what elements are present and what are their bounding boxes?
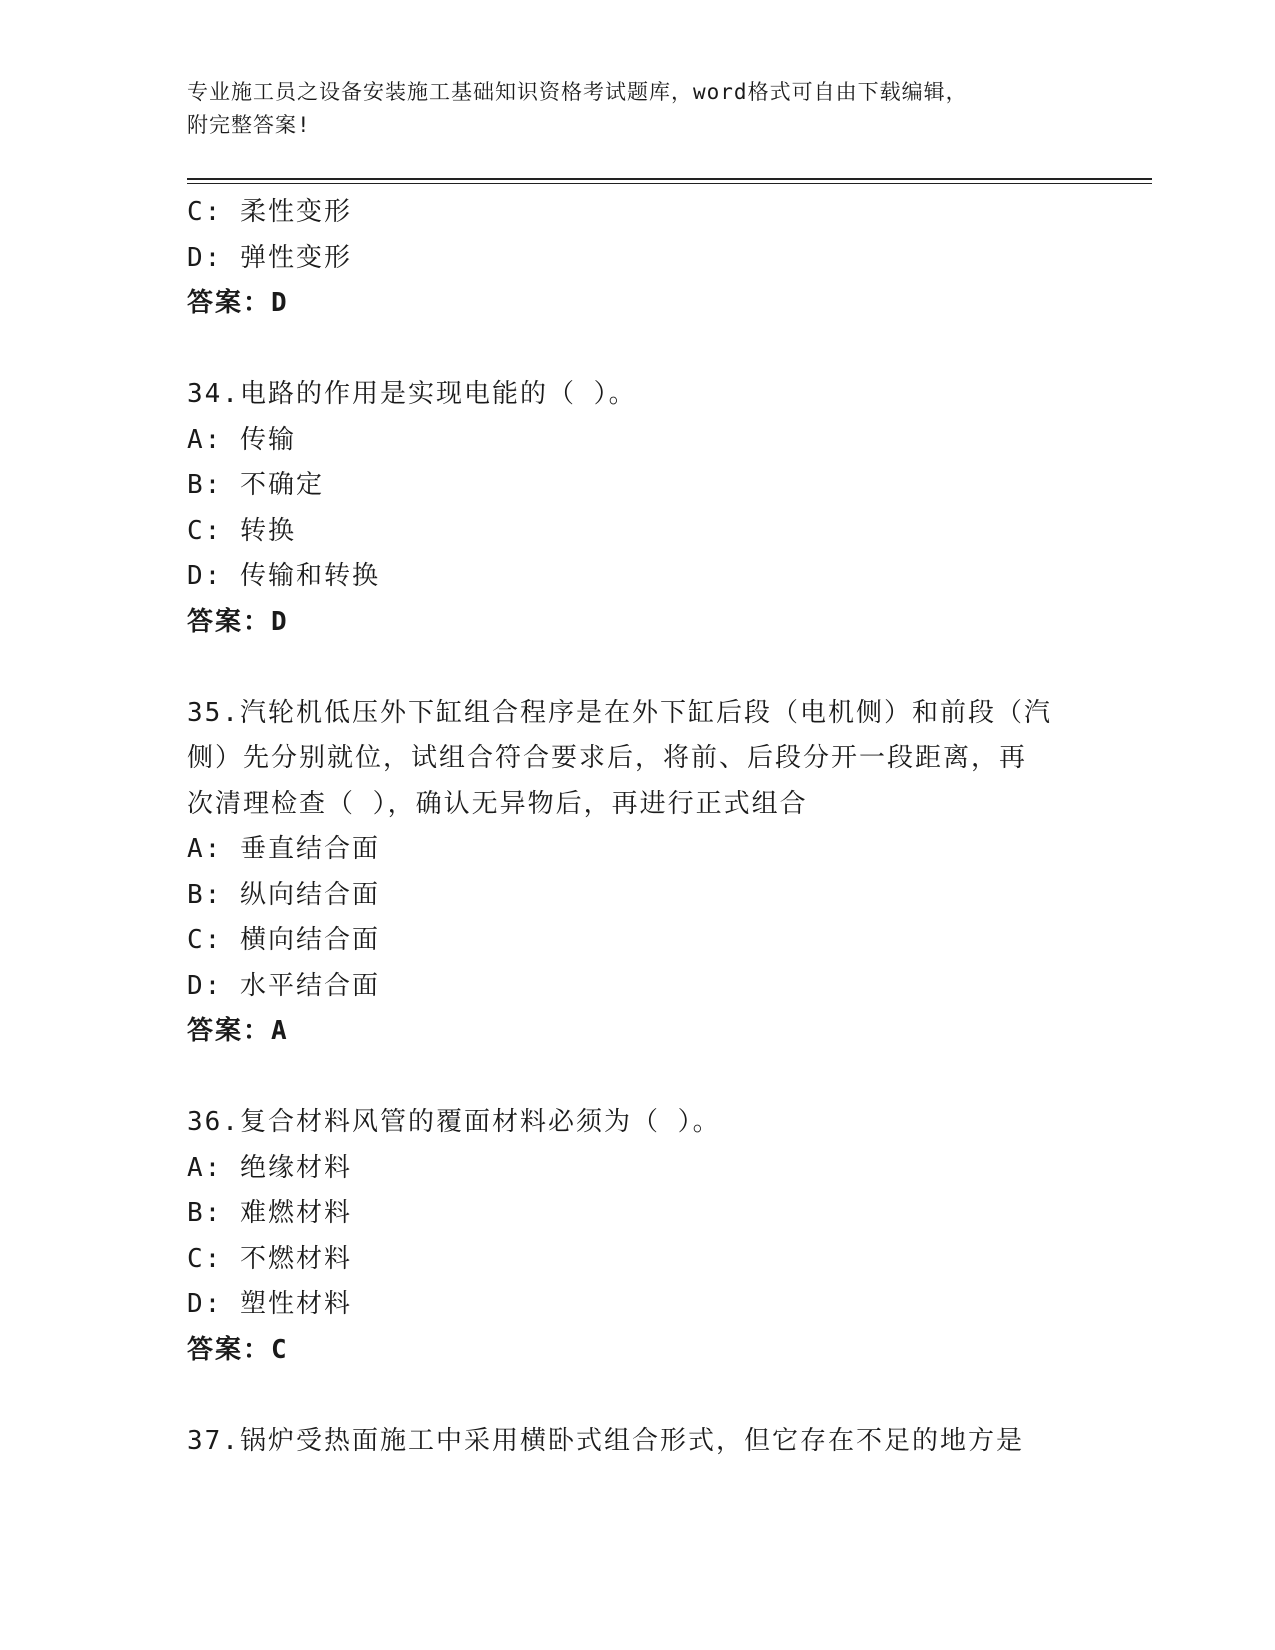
answer: 答案：D (187, 288, 289, 318)
question-37 (187, 1419, 1087, 1465)
option-d: D: 传输和转换 (187, 561, 380, 591)
option-b: B: 难燃材料 (187, 1198, 352, 1228)
answer: 答案：D (187, 606, 289, 637)
question-stem: 36.复合材料风管的覆面材料必须为（ ）。 (187, 1107, 721, 1137)
answer: 答案：C (187, 1334, 289, 1365)
header-line-1: 专业施工员之设备安装施工基础知识资格考试题库，word格式可自由下载编辑， (187, 80, 968, 104)
header-divider-thin (187, 183, 1152, 184)
question-stem-line-1: 35.汽轮机低压外下缸组合程序是在外下缸后段（电机侧）和前段（汽 (187, 697, 1052, 728)
spacer (187, 1373, 1087, 1419)
answer: 答案：A (187, 1016, 289, 1046)
option-b: B: 不确定 (187, 470, 324, 500)
option-d: D: 塑性材料 (187, 1289, 352, 1319)
option-d: D: 水平结合面 (187, 970, 380, 1001)
question-35 (187, 691, 1087, 1055)
question-34 (187, 372, 1087, 645)
option-a: A: 绝缘材料 (187, 1152, 352, 1183)
option-c: C: 转换 (187, 515, 296, 546)
question-stem-line-3: 次清理检查（ ），确认无异物后，再进行正式组合 (187, 788, 808, 819)
option-d: D: 弹性变形 (187, 242, 352, 273)
option-c: C: 不燃材料 (187, 1243, 352, 1274)
question-list (187, 190, 1087, 1464)
question-33-tail (187, 190, 1087, 327)
question-stem: 34.电路的作用是实现电能的（ ）。 (187, 379, 637, 409)
document-header (187, 76, 1087, 142)
header-divider-thick (187, 178, 1152, 180)
question-36 (187, 1100, 1087, 1373)
option-b: B: 纵向结合面 (187, 879, 380, 910)
option-a: A: 垂直结合面 (187, 834, 380, 864)
question-stem: 37.锅炉受热面施工中采用横卧式组合形式，但它存在不足的地方是 (187, 1425, 1024, 1456)
option-c: C: 柔性变形 (187, 197, 352, 227)
question-stem-line-2: 侧）先分别就位，试组合符合要求后，将前、后段分开一段距离，再 (187, 743, 1028, 773)
spacer (187, 645, 1087, 691)
header-line-2: 附完整答案! (187, 113, 311, 137)
option-a: A: 传输 (187, 424, 296, 455)
spacer (187, 327, 1087, 373)
spacer (187, 1055, 1087, 1101)
option-c: C: 横向结合面 (187, 925, 380, 955)
